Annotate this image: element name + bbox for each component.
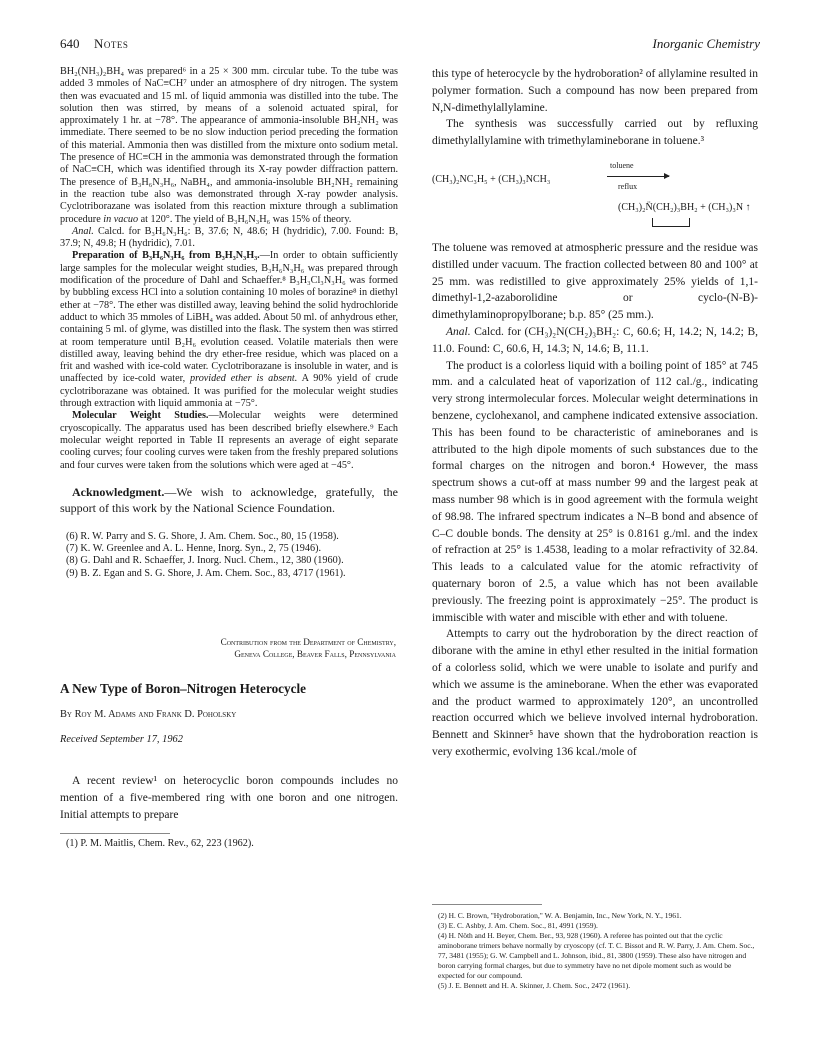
footnote: (6) R. W. Parry and S. G. Shore, J. Am. Chem. Soc., 80, 15 (1958). <box>66 530 339 542</box>
journal-name: Inorganic Chemistry <box>652 36 760 51</box>
reaction-equation <box>432 156 758 232</box>
paragraph: The toluene was removed at atmospheric pressure and the residue was distilled under vacuum. The fraction collected between 80 and 100° at 25 mm. was redistilled to give approximately 25% yields of 1,1-dimethyl-1,2-azaborolidine or cyclo-(N-B)-dimethylaminopropylborane; b.p. 85° (25 mm.). <box>432 241 758 322</box>
analysis-paragraph: Anal. Calcd. for B₃H₆N₃H₆: B, 37.6; N, 48.6; H (hydridic), 7.00. Found: B, 37.9; N, 49.8; H (hydridic), 7.01. <box>60 225 398 250</box>
footnote: (1) P. M. Maitlis, Chem. Rev., 62, 223 (1962). <box>66 838 254 850</box>
paragraph: The synthesis was successfully carried out by refluxing dimethylallylamine with trimethylamineborane in toluene.³ <box>432 118 758 148</box>
left-column <box>60 66 398 851</box>
received-date: Received September 17, 1962 <box>60 733 183 745</box>
footnote: (5) J. E. Bennett and H. A. Skinner, J. Chem. Soc., 2472 (1961). <box>438 981 631 990</box>
arrow-condition-bottom: reflux <box>618 181 638 191</box>
run-in-heading: Molecular Weight Studies. <box>72 410 209 422</box>
acknowledgment-paragraph: Acknowledgment.—We wish to acknowledge, gratefully, the support of this work by the National Science Foundation. <box>60 484 398 516</box>
footnote: (4) H. Nöth and H. Beyer, Chem. Ber., 93, 928 (1960). A referee has pointed out that the cyclic aminoborane trimers behave normally by cryoscopy (cf. T. C. Bissot and R. W. Parry, J. Am. Chem. Soc., 77, 3481 (1955); G. W. Campbell and L. Johnson, ibid., 81, 3800 (1959). These also have nitrogen and boron carrying formal charges, but due to symmetry have no net dipole moment such as would be expected for our compound. <box>438 931 755 980</box>
paragraph: this type of heterocycle by the hydroboration² of allylamine resulted in polymer formation. Such a compound has now been prepared from N,N-dimethylallylamine. <box>432 68 758 114</box>
reaction-arrow <box>607 176 669 177</box>
footnotes-left <box>60 531 398 580</box>
intro-paragraph: A recent review¹ on heterocyclic boron compounds includes no mention of a five-membered ring with one boron and one nitrogen. Initial attempts to prepare <box>60 774 398 821</box>
footnote: (7) K. W. Greenlee and A. L. Henne, Inorg. Syn., 2, 75 (1946). <box>66 543 322 555</box>
molecular-weight-paragraph: Molecular Weight Studies.—Molecular weights were determined cryoscopically. The apparatus used has been described briefly elsewhere.⁹ Each molecular weight reported in Table II represents an average of eight separate cooling curves; four cooling curves were taken from the freshly prepared solutions and four curves were taken from the solutions which were aged at −45°. <box>60 410 398 471</box>
footnote-rule <box>432 904 542 905</box>
page-number: 640 <box>60 36 80 51</box>
paragraph: The product is a colorless liquid with a boiling point of 185° at 745 mm. and a calculated heat of vaporization of 112 cal./g., indicating very strong intermolecular forces. Molecular weight determinations in benzene, cyclohexanol, and camphene indicated extensive association. This has been found to be characteristic of amineboranes and is attributed to the high dipole moments of such substances due to the formal charges on the nitrogen and boron.⁴ However, the mass spectrum shows a cut-off at mass number 99 and the largest peak at mass number 98 which is in good agreement with the formula weight of 98.98. The infrared spectrum indicates a N–B bond and absence of C–C double bonds. The density at 25° is 0.8161 g./ml. and the index of refraction at 25° is 1.4538, leading to a molar refractivity of 32.84. This leads to a calculated value for the atomic refractivity of quaternary boron of 2.5, a value which has not been available previously. The freezing point is approximately −25°. The product is immiscible with water and miscible with ether and with toluene. <box>432 359 758 624</box>
footnote: (2) H. C. Brown, "Hydroboration," W. A. Benjamin, Inc., New York, N. Y., 1961. <box>438 911 682 920</box>
footnote-rule <box>60 833 170 834</box>
footnote: (3) E. C. Ashby, J. Am. Chem. Soc., 81, 4991 (1959). <box>438 921 598 930</box>
arrow-condition-top: toluene <box>610 160 634 170</box>
right-column <box>432 66 758 761</box>
article-title: A New Type of Boron–Nitrogen Heterocycle <box>60 680 307 696</box>
equation-products: (CH₃)₂N̈(CH₂)₃BH₂ + (CH₃)₃N ↑ <box>618 201 751 213</box>
footnote: (9) B. Z. Egan and S. G. Shore, J. Am. Chem. Soc., 83, 4717 (1961). <box>66 567 346 579</box>
paragraph: Attempts to carry out the hydroboration by the direct reaction of diborane with the amine in ethyl ether resulted in the initial formation of a colorless solid, which we were unable to isolate and purify and which we assume is the amineborane. When the ether was evaporated and the product warmed to approximately 120°, an uncontrolled reaction occurred which we believe involved internal hydroboration. Bennett and Skinner⁵ have shown that the hydroboration reaction is very exothermic, evolving 136 kcal./mole of <box>432 628 758 758</box>
ring-bond-bracket <box>652 218 690 227</box>
footnote: (8) G. Dahl and R. Schaeffer, J. Inorg. Nucl. Chem., 12, 380 (1960). <box>66 555 344 567</box>
article-authors: By Roy M. Adams and Frank D. Poholsky <box>60 708 237 720</box>
contribution-affiliation: Contribution from the Department of Chemistry, Geneva College, Beaver Falls, Pennsylvania <box>220 636 396 660</box>
footnotes-right <box>432 904 758 991</box>
run-in-heading: Preparation of B₃H₆N₃H₆ from B₃H₃N₃H₃. <box>72 250 260 262</box>
equation-reactants: (CH₃)₂NC₃H₅ + (CH₃)₃NCH₃ <box>432 173 551 185</box>
paragraph: BH₂(NH₃)₂BH₄ was prepared⁶ in a 25 × 300 mm. circular tube. To the tube was added 3 mmoles of NaC≡CH⁷ under an atmosphere of dry nitrogen. The system then was evacuated and 15 ml. of liquid ammonia was distilled into the tube. The solution then was stirred, by means of a solenoid actuated spiral, for approximately 1 hr. at −78°. The appearance of ammonia-insoluble BH₂NH₂ was immediate. There seemed to be no slow induction period preceding the formation of this material. Ammonia then was distilled from the mixture onto sodium metal. The presence of HC≡CH in the ammonia was demonstrated through the formation of NaC≡CH, which was identified through its X-ray powder diffraction pattern. The presence of B₃H₆N₃H₆, NaBH₄, and ammonia-insoluble BH₂NH₂ remaining in the reaction tube also was demonstrated through X-ray powder analysis. Cyclotriborazane was isolated from this reaction mixture through a sublimation procedure in vacuo at 120°. The yield of B₃H₆N₃H₆ was 15% of theory. <box>60 66 398 225</box>
section-name: Notes <box>94 36 129 51</box>
preparation-paragraph: Preparation of B₃H₆N₃H₆ from B₃H₃N₃H₃.—In order to obtain sufficiently large samples for the molecular weight studies, B₃H₆N₃H₆ was prepared through modification of the procedure of Dahl and Schaeffer.⁸ B₃H₃Cl₃N₃H₆ was formed by bubbling excess HCl into a solution containing 10 moles of borazine⁸ in diethyl ether at −78°. The ether was distilled away, leaving behind the solid hydrochloride adduct to which 35 mmoles of LiBH₄ was added. About 50 ml. of anhydrous ether, containing 5 ml. of glyme, was distilled into the flask. The system then was stirred at room temperature until B₂H₆ evolution ceased. Volatile materials then were distilled away, leaving behind the dry ether-free residue, which was placed on a frit and washed with ice-cold water. Cyclotriborazane is insoluble in water, and is unaffected by ice-cold water, provided ether is absent. A 90% yield of crude cyclotriborazane was obtained. It was purified for the molecular weight studies through extraction with liquid ammonia at −75°. <box>60 250 399 410</box>
page-header <box>60 36 760 54</box>
analysis-paragraph: Anal. Calcd. for (CH₃)₂N(CH₂)₃BH₂: C, 60.6; H, 14.2; N, 14.2; B, 11.0. Found: C, 60.6, H, 14.3; N, 14.6; B, 11.1. <box>432 325 758 355</box>
